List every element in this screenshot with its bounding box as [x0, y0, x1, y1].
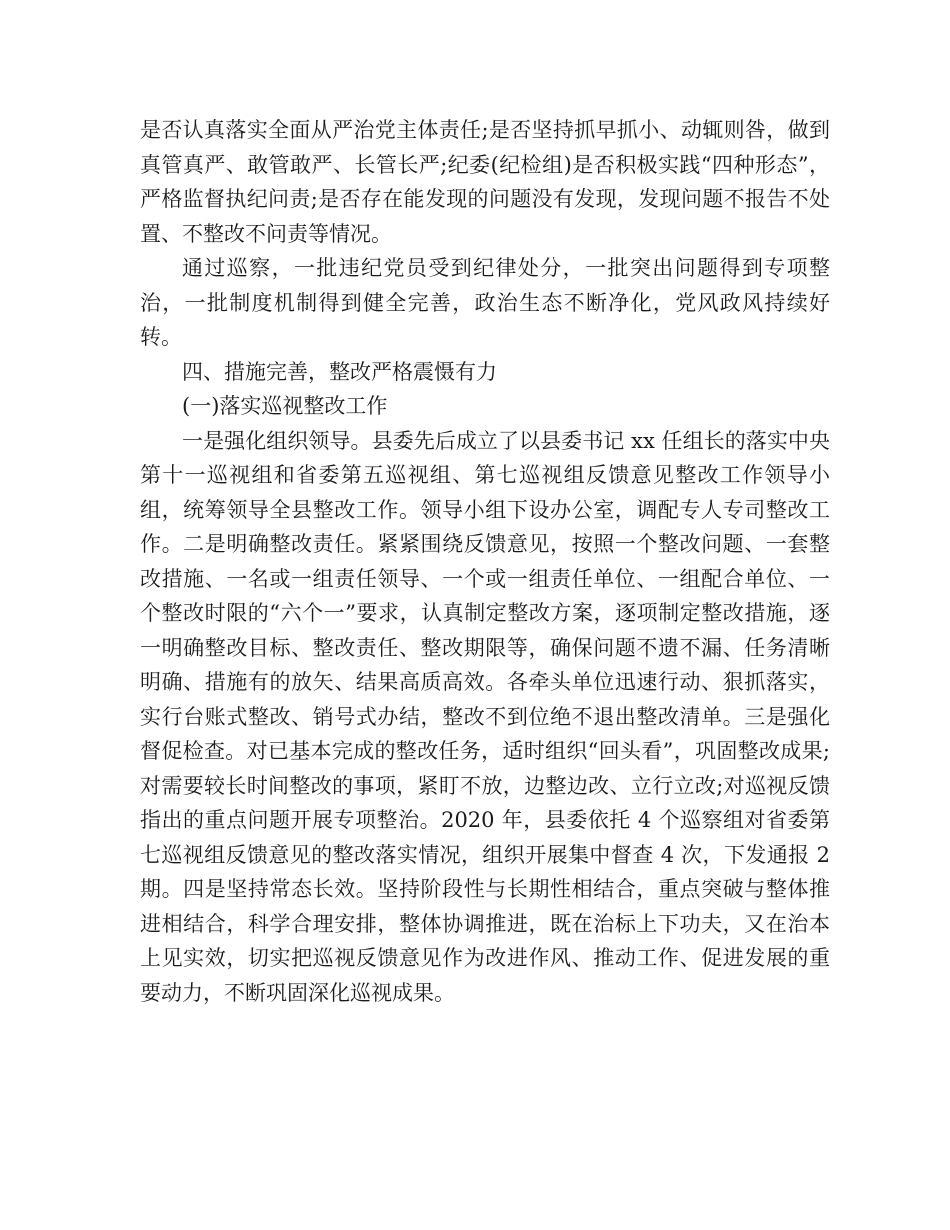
- section-heading-measures: 四、措施完善，整改严格震慑有力: [182, 359, 497, 384]
- paragraph-responsibility-checks: 是否认真落实全面从严治党主体责任;是否坚持抓早抓小、动辄则咎，做到真管真严、敢管敢严、长管长严;纪委(纪检组)是否积极实践“四种形态”，严格监督执纪问责;是否存在能发现的问题没有发现，发现问题不报告不处置、不整改不问责等情况。: [140, 118, 830, 246]
- paragraph-rectification-details: 一是强化组织领导。县委先后成立了以县委书记 xx 任组长的落实中央第十一巡视组和省委第五巡视组、第七巡视组反馈意见整改工作领导小组，统筹领导全县整改工作。领导小组下设办公室，调配专人专司整改工作。二是明确整改责任。紧紧围绕反馈意见，按照一个整改问题、一套整改措施、一名或一组责任领导、一个或一组责任单位、一组配合单位、一个整改时限的“六个一”要求，认真制定整改方案，逐项制定整改措施，逐一明确整改目标、整改责任、整改期限等，确保问题不遗不漏、任务清晰明确、措施有的放矢、结果高质高效。各牵头单位迅速行动、狠抓落实，实行台账式整改、销号式办结，整改不到位绝不退出整改清单。三是强化督促检查。对已基本完成的整改任务，适时组织“回头看”，巩固整改成果;对需要较长时间整改的事项，紧盯不放，边整边改、立行立改;对巡视反馈指出的重点问题开展专项整治。2020 年，县委依托 4 个巡察组对省委第七巡视组反馈意见的整改落实情况，组织开展集中督查 4 次，下发通报 2 期。四是坚持常态长效。坚持阶段性与长期性相结合，重点突破与整体推进相结合，科学合理安排，整体协调推进，既在治标上下功夫，又在治本上见实效，切实把巡视反馈意见作为改进作风、推动工作、促进发展的重要动力，不断巩固深化巡视成果。: [140, 428, 830, 1005]
- document-page: [140, 113, 830, 1010]
- subsection-heading-rectification: (一)落实巡视整改工作: [182, 394, 388, 418]
- paragraph-inspection-results: 通过巡察，一批违纪党员受到纪律处分，一批突出问题得到专项整治，一批制度机制得到健全完善，政治生态不断净化，党风政风持续好转。: [140, 256, 830, 349]
